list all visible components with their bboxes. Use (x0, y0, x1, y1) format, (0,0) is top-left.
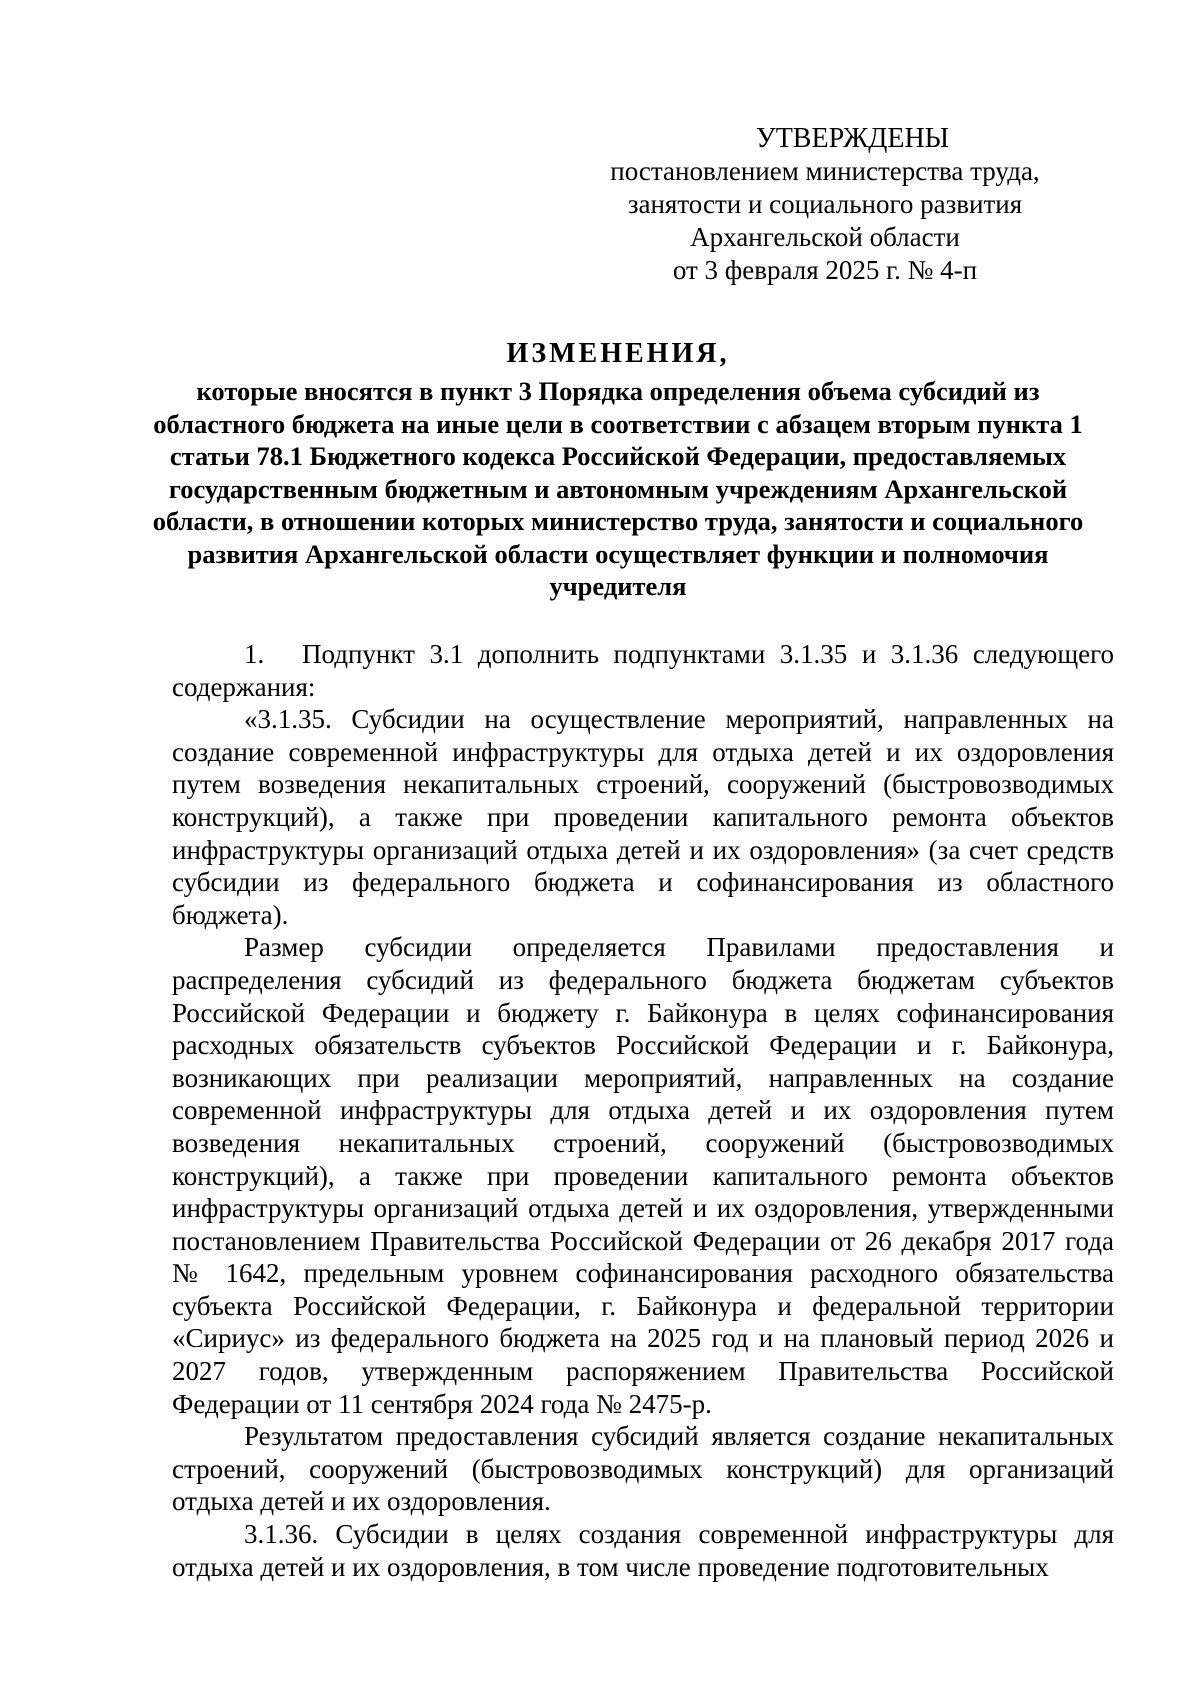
item-1-number: 1. (244, 639, 265, 669)
approval-heading: УТВЕРЖДЕНЫ (755, 123, 950, 154)
approval-line-1: постановлением министерства труда, (610, 156, 1040, 186)
document-body (172, 638, 1114, 1583)
approval-line-2: занятости и социального развития (627, 189, 1023, 219)
document-title: ИЗМЕНЕНИЯ, (506, 338, 730, 369)
item-1 (172, 638, 1114, 703)
paragraph-subsidy-size: Размер субсидии определяется Правилами предоставления и распределения субсидий из федерального бюджета бюджетам субъектов Российской Федерации и бюджету г. Байконура в целях софинансирования расходных обязательств субъектов Российской Федерации и г. Байконура, возникающих при реализации мероприятий, направленных на создание современной инфраструктуры для отдыха детей и их оздоровления путем возведения некапитальных строений, сооружений (быстровозводимых конструкций), а также при проведении капитального ремонта объектов инфраструктуры организаций отдыха детей и их оздоровления, утвержденными постановлением Правительства Российской Федерации от 26 декабря 2017 года № 1642, предельным уровнем софинансирования расходного обязательства субъекта Российской Федерации, г. Байконура и федеральной территории «Сириус» из федерального бюджета на 2025 год и на плановый период 2026 и 2027 годов, утвержденным распоряжением Правительства Российской Федерации от 11 сентября 2024 года № 2475-р. (172, 932, 1114, 1419)
paragraph-result: Результатом предоставления субсидий является создание некапитальных строений, сооружений (быстровозводимых конструкций) для организаций отдыха детей и их оздоровления. (172, 1421, 1114, 1517)
approval-line-3: Архангельской области (690, 222, 960, 252)
approval-block (590, 122, 1060, 287)
document-title-block (150, 337, 1086, 603)
approval-line-4: от 3 февраля 2025 г. № 4-п (672, 255, 978, 285)
paragraph-3-1-36: 3.1.36. Субсидии в целях создания современной инфраструктуры для отдыха детей и их оздоровления, в том числе проведение подготовительных (172, 1519, 1114, 1582)
paragraph-3-1-35: «3.1.35. Субсидии на осуществление мероприятий, направленных на создание современной инфраструктуры для отдыха детей и их оздоровления путем возведения некапитальных строений, сооружений (быстровозводимых конструкций), а также при проведении капитального ремонта объектов инфраструктуры организаций отдыха детей и их оздоровления» (за счет средств субсидии из федерального бюджета и софинансирования из областного бюджета). (172, 704, 1114, 930)
document-subtitle: которые вносятся в пункт 3 Порядка определения объема субсидий из областного бюджета на иные цели в соответствии с абзацем вторым пункта 1 статьи 78.1 Бюджетного кодекса Российской Федерации, предоставляемых государственным бюджетным и автономным учреждениям Архангельской области, в отношении которых министерство труда, занятости и социального развития Архангельской области осуществляет функции и полномочия учредителя (152, 376, 1084, 601)
item-1-text: Подпункт 3.1 дополнить подпунктами 3.1.35 и 3.1.36 следующего содержания: (172, 639, 1114, 702)
